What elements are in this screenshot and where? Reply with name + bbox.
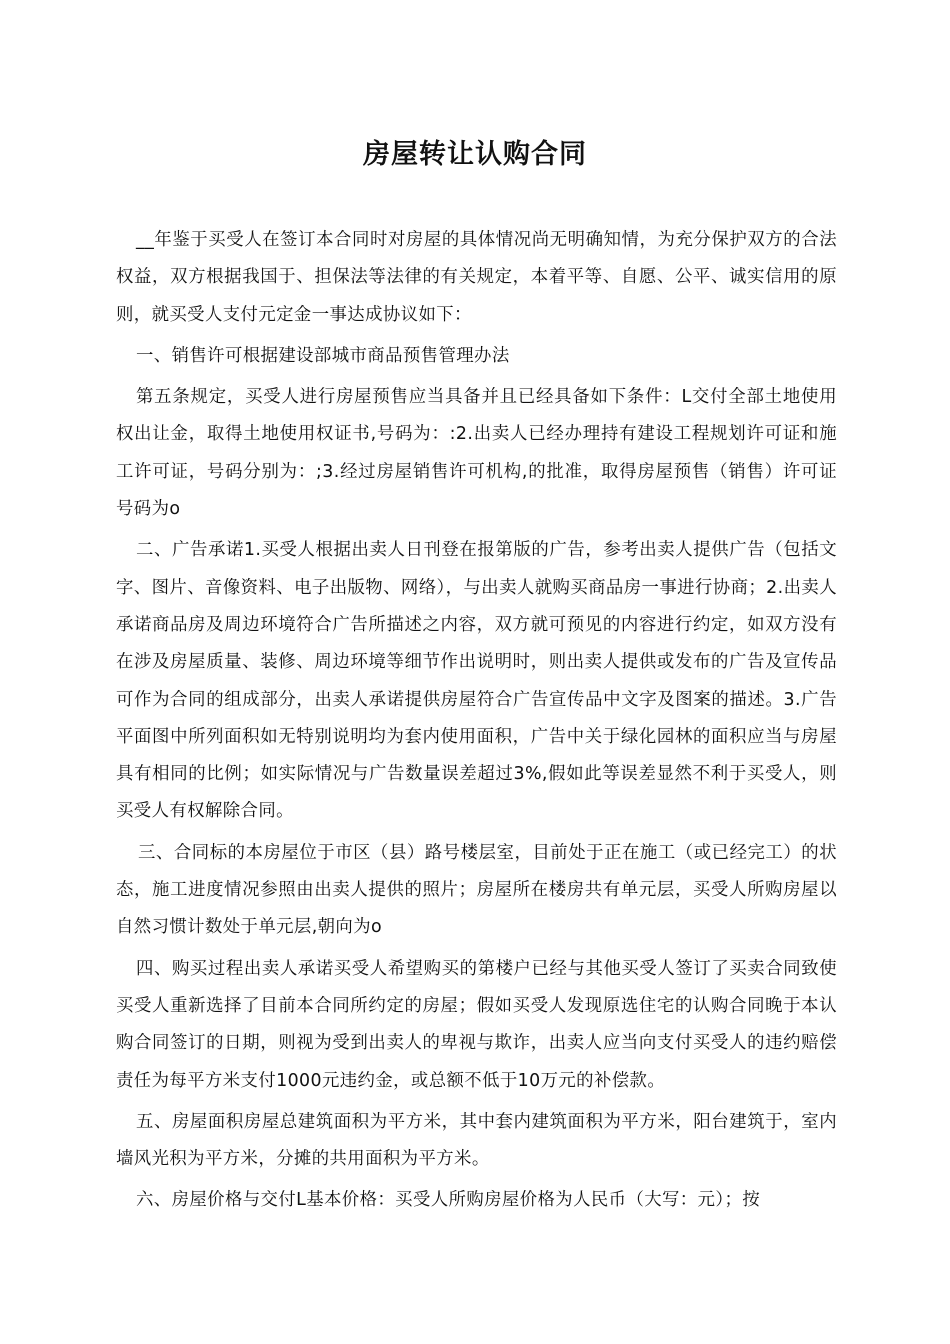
paragraph-section-1-heading: 一、销售许可根据建设部城市商品预售管理办法 xyxy=(136,345,510,366)
paragraph-section-2-advertising: 二、广告承诺1.买受人根据出卖人日刊登在报第版的广告，参考出卖人提供广告（包括文字、图片、音像资料、电子出版物、网络），与出卖人就购买商品房一事进行协商；2.出卖人承诺商品房及周边环境符合广告所描述之内容，双方就可预见的内容进行约定，如双方没有在涉及房屋质量、装修、周边环境等细节作出说明时，则出卖人提供或发布的广告及宣传品可作为合同的组成部分，出卖人承诺提供房屋符合广告宣传品中文字及图案的描述。3.广告平面图中所列面积如无特别说明均为套内使用面积，广告中关于绿化园林的面积应当与房屋具有相同的比例；如实际情况与广告数量误差超过3%,假如此等误差显然不利于买受人，则买受人有权解除合同。 xyxy=(116,540,837,822)
paragraph-section-3-subject: 三、合同标的本房屋位于市区（县）路号楼层室，目前处于正在施工（或已经完工）的状态，施工进度情况参照由出卖人提供的照片；房屋所在楼房共有单元层，买受人所购房屋以自然习惯计数处于单元层,朝向为o xyxy=(116,842,837,938)
paragraph-preamble: __年鉴于买受人在签订本合同时对房屋的具体情况尚无明确知情，为充分保护双方的合法权益，双方根据我国于、担保法等法律的有关规定，本着平等、自愿、公平、诚实信用的原则，就买受人支付元定金一事达成协议如下： xyxy=(116,230,837,325)
paragraph-section-6-price: 六、房屋价格与交付L基本价格：买受人所购房屋价格为人民币（大写：元）；按 xyxy=(136,1190,761,1211)
paragraph-section-4-purchase: 四、购买过程出卖人承诺买受人希望购买的第楼户已经与其他买受人签订了买卖合同致使买受人重新选择了目前本合同所约定的房屋；假如买受人发现原选住宅的认购合同晚于本认购合同签订的日期，则视为受到出卖人的卑视与欺诈，出卖人应当向支付买受人的违约赔偿责任为每平方米支付1000元违约金，或总额不低于10万元的补偿款。 xyxy=(116,958,837,1091)
paragraph-article-5: 第五条规定，买受人进行房屋预售应当具备并且已经具备如下条件：L交付全部土地使用权出让金，取得土地使用权证书,号码为：:2.出卖人已经办理持有建设工程规划许可证和施工许可证，号码分别为：;3.经过房屋销售许可机构,的批准，取得房屋预售（销售）许可证号码为o xyxy=(116,387,837,520)
document-body xyxy=(116,222,837,1224)
document-title: 房屋转让认购合同 xyxy=(363,139,587,170)
paragraph-section-5-area: 五、房屋面积房屋总建筑面积为平方米，其中套内建筑面积为平方米，阳台建筑于，室内墙风光积为平方米，分摊的共用面积为平方米。 xyxy=(116,1111,837,1170)
